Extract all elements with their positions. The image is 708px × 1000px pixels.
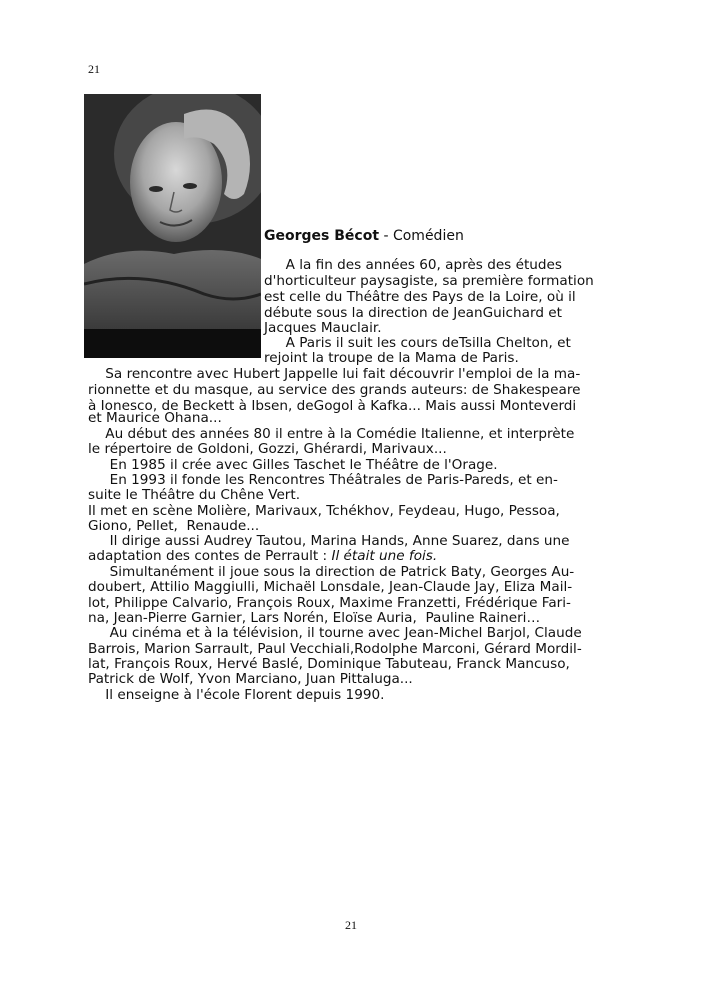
bio-role: Comédien — [392, 228, 464, 244]
perrault-title: Il était une fois. — [331, 548, 438, 564]
text-line: A Paris il suit les cours deTsilla Chelton, et — [264, 335, 571, 351]
text-line: est celle du Théâtre des Pays de la Loire, où il — [264, 289, 576, 305]
text-line: adaptation des contes de Perrault : — [88, 548, 332, 564]
text-line: En 1993 il fonde les Rencontres Théâtrales de Paris-Pareds, et en- — [88, 472, 558, 488]
text-line: Giono, Pellet, Renaude... — [88, 518, 260, 534]
text-line: lat, François Roux, Hervé Baslé, Dominique Tabuteau, Franck Mancuso, — [88, 656, 570, 672]
text-line: A la fin des années 60, après des études — [264, 257, 562, 273]
text-line: Il enseigne à l'école Florent depuis 1990. — [88, 687, 385, 703]
text-line: débute sous la direction de JeanGuichard et — [264, 305, 562, 321]
bio-name: Georges Bécot — [264, 228, 380, 244]
text-line: rejoint la troupe de la Mama de Paris. — [264, 350, 519, 366]
text-line: suite le Théâtre du Chêne Vert. — [88, 487, 301, 503]
portrait-illustration — [84, 94, 261, 358]
bio-separator: - — [379, 228, 393, 244]
text-line: doubert, Attilio Maggiulli, Michaël Lonsdale, Jean-Claude Jay, Eliza Mail- — [88, 579, 573, 595]
text-line: Sa rencontre avec Hubert Jappelle lui fait découvrir l'emploi de la ma- — [88, 366, 581, 382]
text-line: Au cinéma et à la télévision, il tourne avec Jean-Michel Barjol, Claude — [88, 625, 582, 641]
text-line: et Maurice Ohana... — [88, 410, 222, 426]
text-line: Patrick de Wolf, Yvon Marciano, Juan Pittaluga... — [88, 671, 413, 687]
text-line: Au début des années 80 il entre à la Comédie Italienne, et interprète — [88, 426, 575, 442]
text-line: Il met en scène Molière, Marivaux, Tchékhov, Feydeau, Hugo, Pessoa, — [88, 503, 560, 519]
text-line: d'horticulteur paysagiste, sa première formation — [264, 273, 594, 289]
text-line: Jacques Mauclair. — [264, 320, 382, 336]
text-line: Il dirige aussi Audrey Tautou, Marina Hands, Anne Suarez, dans une — [88, 533, 570, 549]
portrait-photo — [84, 94, 261, 358]
text-line: le répertoire de Goldoni, Gozzi, Ghérardi, Marivaux... — [88, 441, 447, 457]
text-line: lot, Philippe Calvario, François Roux, Maxime Franzetti, Frédérique Fari- — [88, 595, 571, 611]
page-number-bottom: 21 — [345, 918, 357, 932]
bio-header — [264, 228, 464, 244]
perrault-line — [88, 548, 437, 564]
text-line: Simultanément il joue sous la direction de Patrick Baty, Georges Au- — [88, 564, 575, 580]
text-line: Barrois, Marion Sarrault, Paul Vecchiali,Rodolphe Marconi, Gérard Mordil- — [88, 641, 582, 657]
text-line: rionnette et du masque, au service des grands auteurs: de Shakespeare — [88, 382, 581, 398]
text-line: na, Jean-Pierre Garnier, Lars Norén, Eloïse Auria, Pauline Raineri… — [88, 610, 541, 626]
text-line: En 1985 il crée avec Gilles Taschet le Théâtre de l'Orage. — [88, 457, 498, 473]
text-line: à Ionesco, de Beckett à Ibsen, deGogol à Kafka... Mais aussi Monteverdi — [88, 398, 577, 414]
page-number-top: 21 — [88, 62, 100, 76]
